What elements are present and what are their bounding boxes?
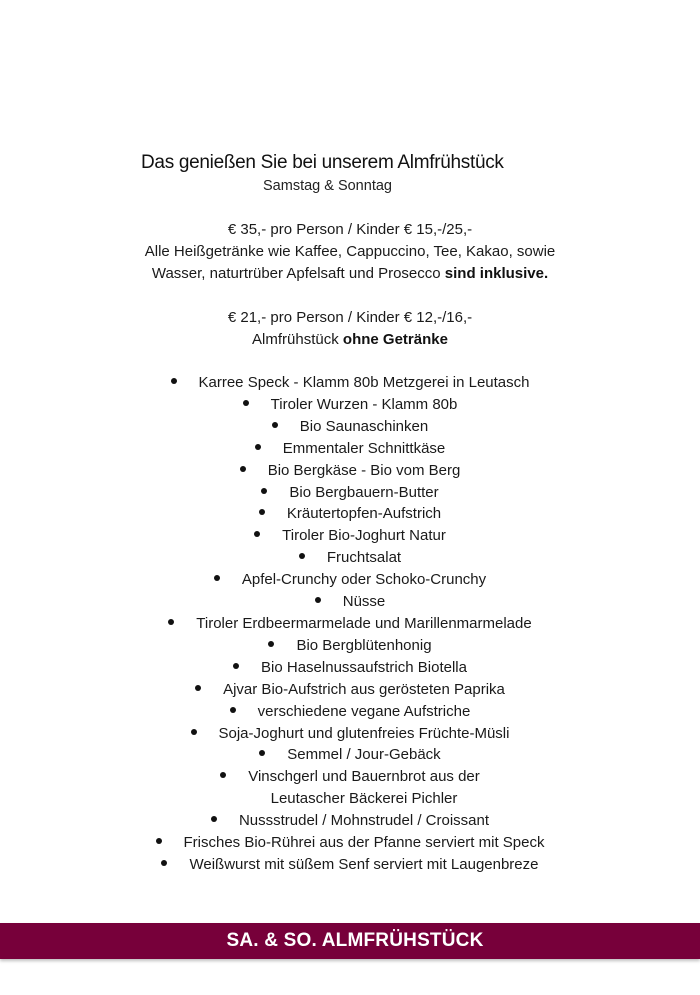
- list-item: [0, 832, 700, 854]
- list-item: [0, 460, 700, 482]
- offer-without-drinks-description: [0, 329, 700, 351]
- bullet-icon: [168, 619, 174, 625]
- list-item-text-wrap: [282, 525, 446, 547]
- list-item-text: Bio Bergblütenhonig: [296, 636, 432, 654]
- list-item-text-wrap: [223, 679, 505, 701]
- list-item-text: Ajvar Bio-Aufstrich aus gerösteten Paprika: [223, 680, 505, 698]
- list-item-text: Frisches Bio-Rührei aus der Pfanne serviert mit Speck: [183, 834, 545, 852]
- bullet-icon: [315, 597, 321, 603]
- list-item: [0, 416, 700, 438]
- bullet-icon: [211, 816, 217, 822]
- offer-inclusive: [0, 219, 700, 285]
- page-subtitle: Samstag & Sonntag: [263, 178, 392, 194]
- list-item-text: Bio Saunaschinken: [299, 417, 429, 435]
- offer-without-drinks-price: € 21,- pro Person / Kinder € 12,-/16,-: [227, 309, 473, 326]
- offer-inclusive-description-plain: Wasser, naturtrüber Apfelsaft und Prosecco: [151, 265, 445, 282]
- bullet-icon: [254, 531, 260, 537]
- offer-inclusive-price: € 35,- pro Person / Kinder € 15,-/25,-: [227, 221, 473, 238]
- list-item-text: Bio Bergkäse - Bio vom Berg: [267, 461, 461, 479]
- list-item-text: Fruchtsalat: [326, 549, 402, 567]
- list-item-text: Vinschgerl und Bauernbrot aus der: [248, 768, 480, 786]
- bullet-icon: [161, 860, 167, 866]
- bullet-icon: [299, 553, 305, 559]
- list-item-text-wrap: [327, 547, 401, 569]
- list-item-text-wrap: [287, 744, 440, 766]
- offer-without-drinks-description-plain: Almfrühstück: [252, 331, 343, 348]
- offer-inclusive-description-line2: [0, 263, 700, 285]
- list-item-text: Karree Speck - Klamm 80b Metzgerei in Leutasch: [198, 374, 530, 391]
- list-item-text-wrap: [184, 832, 545, 854]
- list-item: [0, 766, 700, 810]
- list-item: [0, 503, 700, 525]
- menu-item-list: [0, 372, 700, 876]
- list-item-text: Tiroler Erdbeermarmelade und Marillenmarmelade: [196, 614, 532, 632]
- bullet-icon: [156, 838, 162, 844]
- list-item-text: verschiedene vegane Aufstriche: [257, 702, 471, 720]
- list-item-text: Bio Haselnussaufstrich Biotella: [261, 658, 467, 676]
- list-item-text-wrap: [343, 591, 386, 613]
- bullet-icon: [233, 663, 239, 669]
- offer-inclusive-description-bold: sind inklusive.: [444, 265, 549, 282]
- list-item: [0, 394, 700, 416]
- bullet-icon: [243, 400, 249, 406]
- bullet-icon: [255, 444, 261, 450]
- list-item-text-continuation: Leutascher Bäckerei Pichler: [270, 790, 458, 808]
- list-item-text: Emmentaler Schnittkäse: [282, 439, 446, 457]
- list-item-text-wrap: [258, 701, 471, 723]
- list-item: [0, 810, 700, 832]
- footer-banner-label: SA. & SO. ALMFRÜHSTÜCK: [226, 930, 484, 951]
- list-item-text-wrap: [242, 569, 486, 591]
- bullet-icon: [191, 729, 197, 735]
- bullet-icon: [230, 707, 236, 713]
- offer-without-drinks: [0, 307, 700, 351]
- list-item-text: Tiroler Bio-Joghurt Natur: [282, 527, 446, 545]
- list-item: [0, 372, 700, 394]
- list-item-text: Nüsse: [342, 593, 386, 611]
- list-item-text-wrap: [261, 657, 467, 679]
- list-item-text: Bio Bergbauern-Butter: [289, 483, 439, 501]
- list-item-text: Nussstrudel / Mohnstrudel / Croissant: [238, 812, 490, 830]
- offer-inclusive-description-line1: Alle Heißgetränke wie Kaffee, Cappuccino, Tee, Kakao, sowie: [144, 243, 556, 260]
- offer-without-drinks-description-bold: ohne Getränke: [342, 331, 448, 348]
- list-item-text-wrap: [271, 394, 458, 416]
- footer-banner: [0, 923, 700, 959]
- bullet-icon: [220, 772, 226, 778]
- bullet-icon: [272, 422, 278, 428]
- list-item-text-wrap: [219, 723, 510, 745]
- list-item-text-wrap: [283, 438, 446, 460]
- list-item-text-wrap: [268, 460, 461, 482]
- list-item-text-wrap: [248, 766, 480, 810]
- bullet-icon: [261, 488, 267, 494]
- list-item-text: Apfel-Crunchy oder Schoko-Crunchy: [241, 571, 487, 589]
- list-item: [0, 569, 700, 591]
- list-item: [0, 679, 700, 701]
- list-item-text: Semmel / Jour-Gebäck: [287, 746, 441, 764]
- list-item-text: Weißwurst mit süßem Senf serviert mit Laugenbreze: [189, 855, 539, 873]
- list-item: [0, 547, 700, 569]
- list-item: [0, 482, 700, 504]
- list-item-text-wrap: [287, 503, 441, 525]
- list-item: [0, 613, 700, 635]
- bullet-icon: [195, 685, 201, 691]
- bullet-icon: [171, 378, 177, 384]
- list-item: [0, 701, 700, 723]
- list-item: [0, 438, 700, 460]
- list-item: [0, 744, 700, 766]
- list-item: [0, 723, 700, 745]
- page-title: Das genießen Sie bei unserem Almfrühstück: [141, 152, 504, 173]
- list-item-text: Soja-Joghurt und glutenfreies Früchte-Müsli: [218, 724, 510, 742]
- bullet-icon: [259, 750, 265, 756]
- list-item-text-wrap: [300, 416, 428, 438]
- bullet-icon: [268, 641, 274, 647]
- list-item: [0, 525, 700, 547]
- list-item-text-wrap: [196, 613, 531, 635]
- bullet-icon: [259, 509, 265, 515]
- list-item-text-wrap: [239, 810, 489, 832]
- list-item-text-wrap: [296, 635, 431, 657]
- list-item: [0, 854, 700, 876]
- list-item-text-wrap: [289, 482, 438, 504]
- list-item-text-wrap: [189, 854, 538, 876]
- list-item: [0, 635, 700, 657]
- bullet-icon: [240, 466, 246, 472]
- list-item: [0, 657, 700, 679]
- list-item-text: Tiroler Wurzen - Klamm 80b: [270, 395, 458, 413]
- bullet-icon: [214, 575, 220, 581]
- list-item: [0, 591, 700, 613]
- list-item-text: Kräutertopfen-Aufstrich: [286, 505, 442, 523]
- list-item-text-wrap: [199, 372, 530, 394]
